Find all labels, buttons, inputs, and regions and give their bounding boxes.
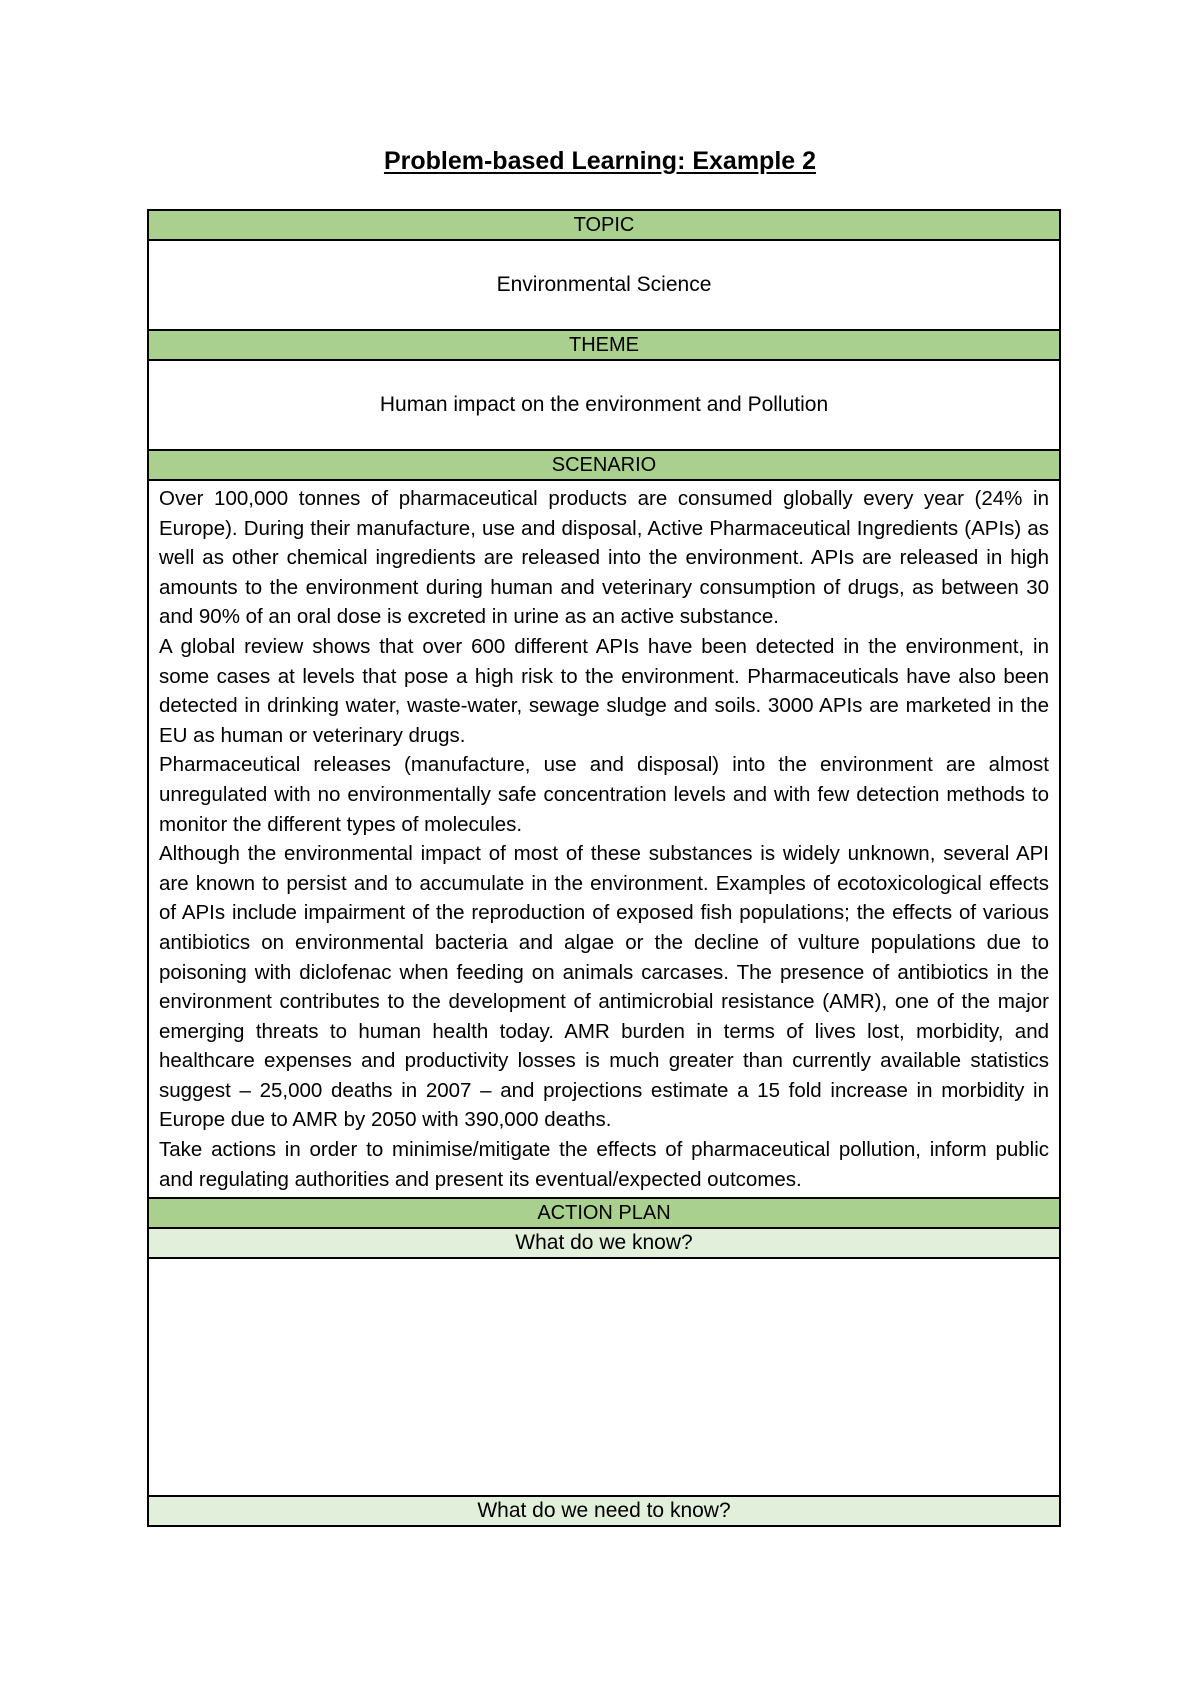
what-do-we-need-to-know-label: What do we need to know? <box>149 1497 1059 1525</box>
scenario-paragraph: A global review shows that over 600 different APIs have been detected in the environment, in some cases at levels that pose a high risk to the environment. Pharmaceuticals have also been detected in drinking water, waste-water, sewage sludge and soils. 3000 APIs are marketed in the EU as human or veterinary drugs. <box>159 634 1049 747</box>
page-title: Problem-based Learning: Example 2 <box>383 147 817 175</box>
topic-header: TOPIC <box>149 211 1059 241</box>
scenario-paragraph: Although the environmental impact of most of these substances is widely unknown, several API are known to persist and to accumulate in the environment. Examples of ecotoxicological effects of APIs include impairment of the reproduction of exposed fish populations; the effects of various antibiotics on environmental bacteria and algae or the decline of vulture populations due to poisoning with diclofenac when feeding on animals carcases. The presence of antibiotics in the environment contributes to the development of antimicrobial resistance (AMR), one of the major emerging threats to human health today. AMR burden in terms of lives lost, morbidity, and healthcare expenses and productivity losses is much greater than currently available statistics suggest – 25,000 deaths in 2007 – and projections estimate a 15 fold increase in morbidity in Europe due to AMR by 2050 with 390,000 deaths. <box>159 842 1049 1132</box>
scenario-paragraph: Pharmaceutical releases (manufacture, use and disposal) into the environment are almost unregulated with no environmentally safe concentration levels and with few detection methods to monitor the different types of molecules. <box>159 753 1049 836</box>
scenario-text-cell[interactable] <box>149 481 1059 1199</box>
pbl-worksheet-table <box>147 209 1061 1527</box>
theme-value: Human impact on the environment and Pollution <box>379 393 829 416</box>
topic-value: Environmental Science <box>496 273 712 296</box>
scenario-header: SCENARIO <box>149 451 1059 481</box>
topic-value-cell[interactable] <box>149 241 1059 331</box>
theme-header: THEME <box>149 331 1059 361</box>
action-plan-header: ACTION PLAN <box>149 1199 1059 1229</box>
what-do-we-know-answer-cell[interactable] <box>149 1259 1059 1497</box>
what-do-we-know-label: What do we know? <box>149 1229 1059 1259</box>
scenario-paragraph: Over 100,000 tonnes of pharmaceutical products are consumed globally every year (24% in Europe). During their manufacture, use and disposal, Active Pharmaceutical Ingredients (APIs) as well as other chemical ingredients are released into the environment. APIs are released in high amounts to the environment during human and veterinary consumption of drugs, as between 30 and 90% of an oral dose is excreted in urine as an active substance. <box>159 487 1049 629</box>
theme-value-cell[interactable] <box>149 361 1059 451</box>
scenario-paragraph: Take actions in order to minimise/mitigate the effects of pharmaceutical pollution, inform public and regulating authorities and present its eventual/expected outcomes. <box>159 1138 1049 1191</box>
